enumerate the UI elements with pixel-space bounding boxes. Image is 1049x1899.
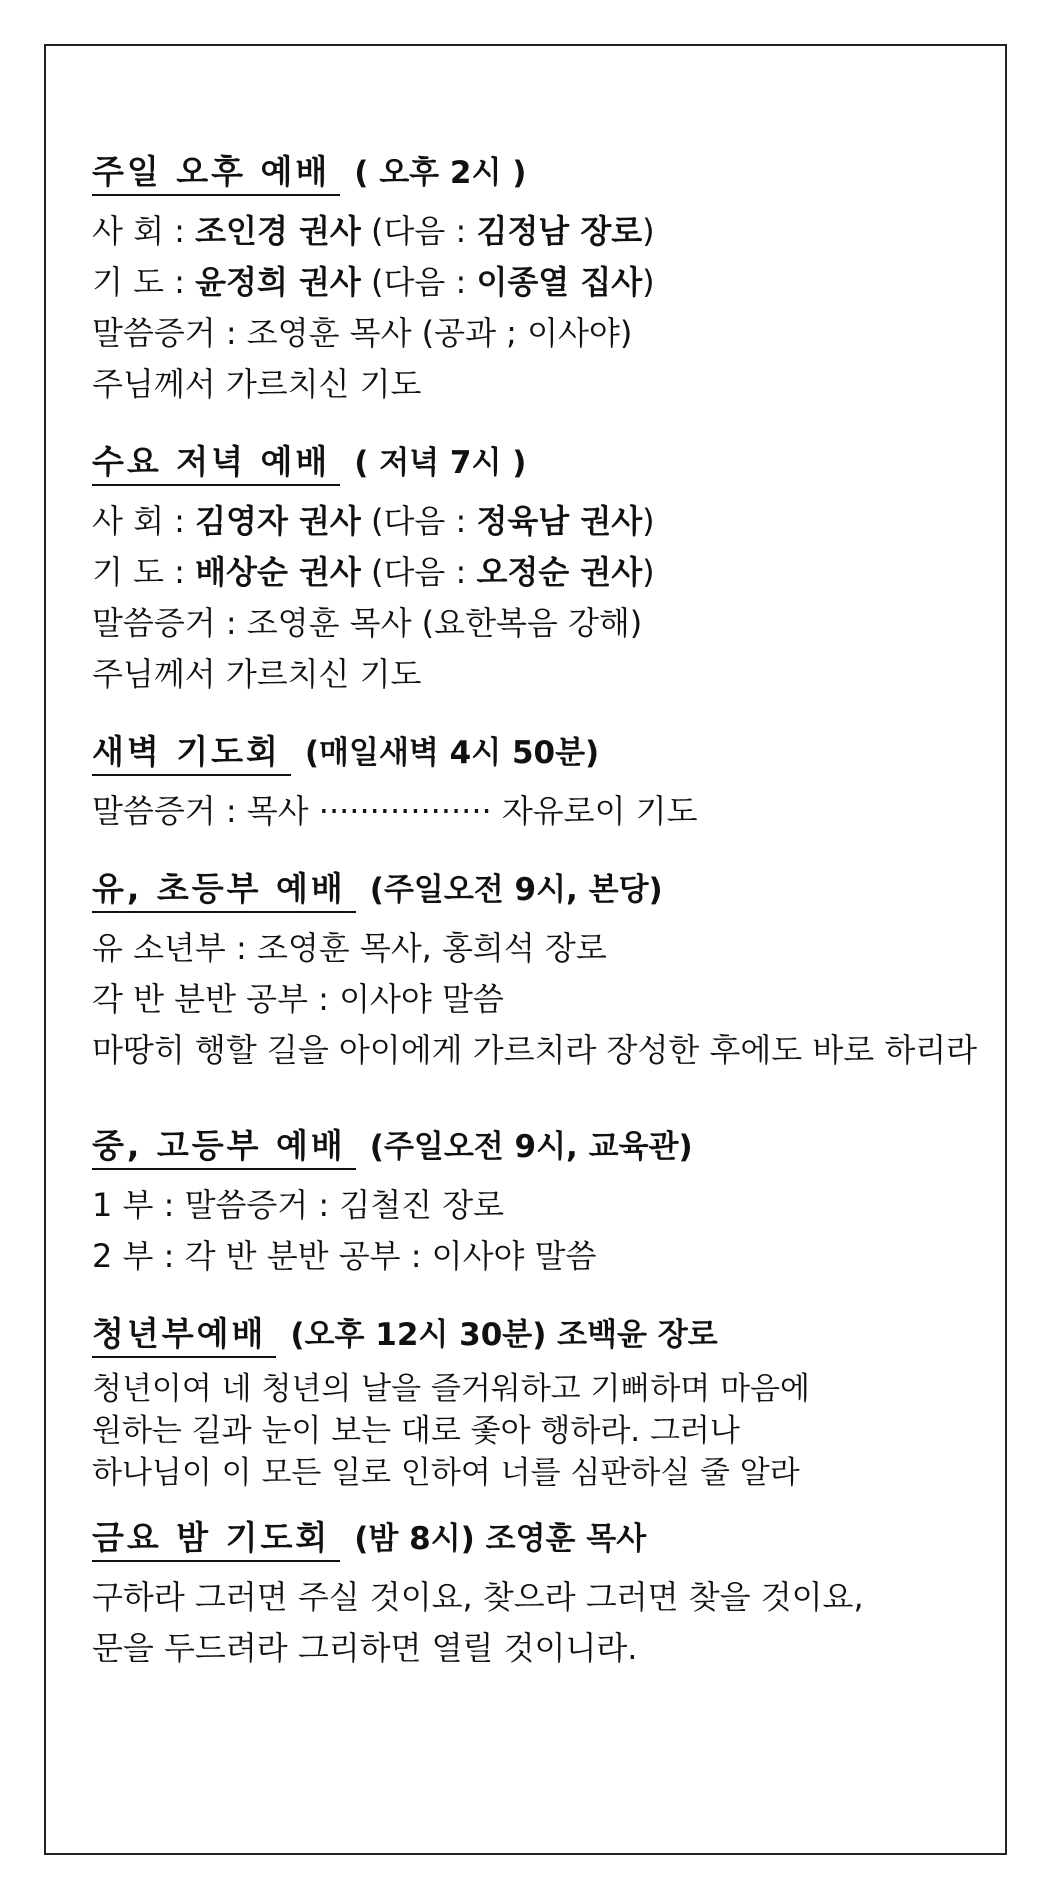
section-heading bbox=[92, 1124, 972, 1170]
close-paren: ) bbox=[642, 212, 655, 250]
role-label: 사 회 : bbox=[92, 212, 185, 250]
next-label: (다음 : bbox=[360, 553, 477, 591]
section-title: 중, 고등부 예배 bbox=[92, 1124, 356, 1170]
section-title: 유, 초등부 예배 bbox=[92, 867, 356, 913]
section-heading bbox=[92, 150, 972, 196]
next-label: (다음 : bbox=[360, 212, 477, 250]
sunday-afternoon-service bbox=[92, 150, 972, 410]
section-heading bbox=[92, 1516, 972, 1562]
middle-high-service bbox=[92, 1124, 972, 1282]
section-time: (오후 12시 30분) 조백윤 장로 bbox=[290, 1317, 718, 1353]
section-time: (매일새벽 4시 50분) bbox=[304, 735, 600, 771]
next-label: (다음 : bbox=[360, 502, 477, 540]
part-two-line: 2 부 : 각 반 분반 공부 : 이사야 말씀 bbox=[92, 1237, 597, 1275]
section-heading bbox=[92, 1312, 972, 1358]
section-title: 주일 오후 예배 bbox=[92, 150, 340, 196]
close-paren: ) bbox=[642, 263, 655, 301]
study-line: 각 반 분반 공부 : 이사야 말씀 bbox=[92, 980, 504, 1018]
prayer-line bbox=[92, 257, 972, 308]
part-one-line: 1 부 : 말씀증거 : 김철진 장로 bbox=[92, 1186, 505, 1224]
section-title: 금요 밤 기도회 bbox=[92, 1516, 340, 1562]
prayer-line bbox=[92, 547, 972, 598]
next-host-name: 김정남 장로 bbox=[476, 212, 643, 250]
host-line bbox=[92, 206, 972, 257]
section-time: ( 저녁 7시 ) bbox=[354, 445, 527, 481]
section-time: (밤 8시) 조영훈 목사 bbox=[354, 1521, 647, 1557]
lords-prayer-line: 주님께서 가르치신 기도 bbox=[92, 655, 422, 693]
section-title: 수요 저녁 예배 bbox=[92, 440, 340, 486]
wednesday-evening-service bbox=[92, 440, 972, 700]
prayer-name: 윤정희 권사 bbox=[195, 263, 361, 301]
worship-schedule bbox=[92, 150, 978, 1696]
verse-line: 원하는 길과 눈이 보는 대로 좇아 행하라. 그러나 bbox=[92, 1413, 740, 1449]
host-name: 조인경 권사 bbox=[195, 212, 361, 250]
sermon-line: 말씀증거 : 조영훈 목사 (공과 ; 이사야) bbox=[92, 314, 633, 352]
role-label: 사 회 : bbox=[92, 502, 185, 540]
section-heading bbox=[92, 867, 972, 913]
next-prayer-name: 오정순 권사 bbox=[476, 553, 643, 591]
friday-night-prayer bbox=[92, 1516, 972, 1674]
verse-line: 구하라 그러면 주실 것이요, 찾으라 그러면 찾을 것이요, bbox=[92, 1578, 864, 1616]
leaders-line: 유 소년부 : 조영훈 목사, 홍희석 장로 bbox=[92, 929, 607, 967]
section-title: 새벽 기도회 bbox=[92, 730, 291, 776]
next-prayer-name: 이종열 집사 bbox=[476, 263, 643, 301]
lords-prayer-line: 주님께서 가르치신 기도 bbox=[92, 365, 422, 403]
section-time: ( 오후 2시 ) bbox=[354, 155, 527, 191]
close-paren: ) bbox=[642, 502, 655, 540]
section-heading bbox=[92, 730, 972, 776]
sermon-line: 말씀증거 : 목사 ················· 자유로이 기도 bbox=[92, 792, 698, 830]
verse-line: 청년이여 네 청년의 날을 즐거워하고 기뻐하며 마음에 bbox=[92, 1371, 810, 1407]
kindergarten-elementary-service bbox=[92, 867, 978, 1076]
host-line bbox=[92, 496, 972, 547]
dawn-prayer-meeting bbox=[92, 730, 972, 837]
host-name: 김영자 권사 bbox=[195, 502, 361, 540]
section-heading bbox=[92, 440, 972, 486]
next-label: (다음 : bbox=[360, 263, 477, 301]
youth-service bbox=[92, 1312, 972, 1494]
section-title: 청년부예배 bbox=[92, 1312, 276, 1358]
next-host-name: 정육남 권사 bbox=[476, 502, 643, 540]
prayer-name: 배상순 권사 bbox=[195, 553, 361, 591]
verse-line: 하나님이 이 모든 일로 인하여 너를 심판하실 줄 알라 bbox=[92, 1455, 800, 1491]
role-label: 기 도 : bbox=[92, 553, 185, 591]
section-time: (주일오전 9시, 본당) bbox=[369, 872, 663, 908]
close-paren: ) bbox=[642, 553, 655, 591]
role-label: 기 도 : bbox=[92, 263, 185, 301]
sermon-line: 말씀증거 : 조영훈 목사 (요한복음 강해) bbox=[92, 604, 643, 642]
verse-line: 마땅히 행할 길을 아이에게 가르치라 장성한 후에도 바로 하리라 bbox=[92, 1031, 978, 1069]
verse-line: 문을 두드려라 그리하면 열릴 것이니라. bbox=[92, 1629, 638, 1667]
section-time: (주일오전 9시, 교육관) bbox=[369, 1129, 693, 1165]
